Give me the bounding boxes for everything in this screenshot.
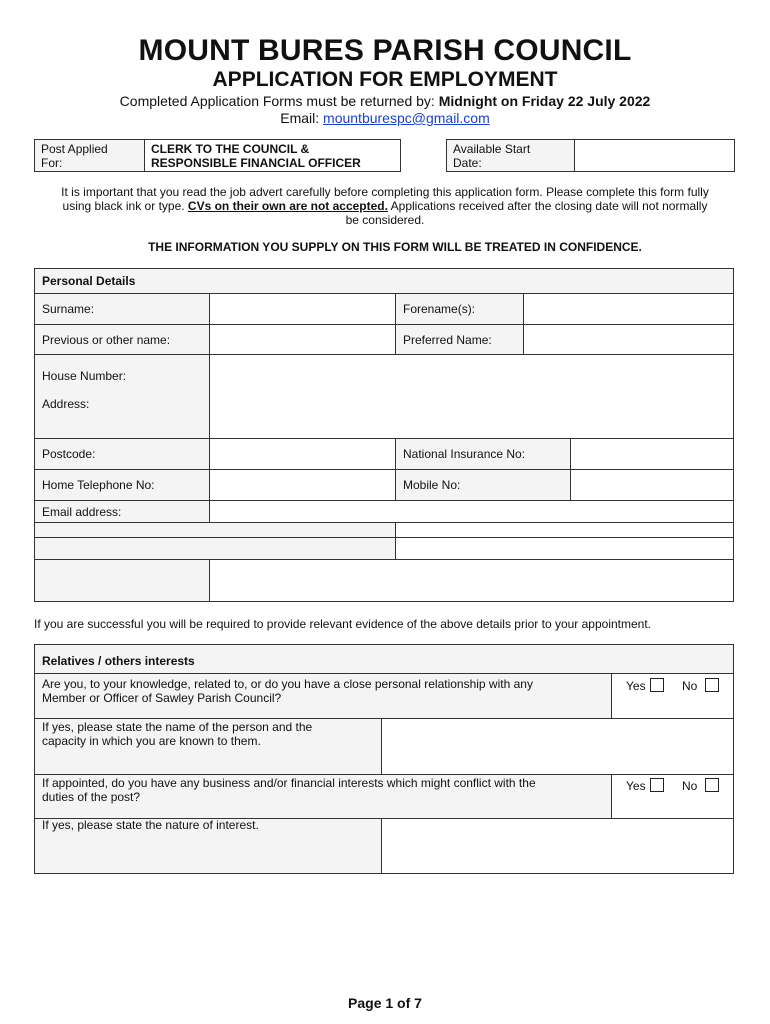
address-field[interactable] (209, 354, 734, 439)
surname-label: Surname: (42, 302, 95, 316)
page-number: Page 1 of 7 (348, 995, 422, 1011)
form-title: APPLICATION FOR EMPLOYMENT (212, 68, 558, 91)
q2-yes-checkbox[interactable] (650, 778, 664, 792)
q2-line1: If appointed, do you have any business and/or financial interests which might conflict with the (42, 776, 536, 790)
intro-line2c: Applications received after the closing date will not normally (387, 199, 708, 213)
start-date-label-cell (446, 139, 575, 172)
preferred-name-field[interactable] (523, 324, 734, 355)
q2-detail-field[interactable] (381, 818, 734, 874)
q2-no[interactable] (682, 778, 719, 793)
post-value-line1: CLERK TO THE COUNCIL & (151, 142, 310, 156)
personal-details-heading: Personal Details (42, 274, 136, 288)
council-title: MOUNT BURES PARISH COUNCIL (138, 34, 632, 67)
ni-number-field[interactable] (570, 438, 734, 470)
previous-name-field[interactable] (209, 324, 396, 355)
q1-line1: Are you, to your knowledge, related to, or do you have a close personal relationship with any (42, 677, 533, 691)
email-line (0, 110, 770, 126)
blank-field-1[interactable] (395, 522, 734, 538)
q1-no[interactable] (682, 678, 719, 693)
q1-detail-line1: If yes, please state the name of the person and the (42, 720, 313, 734)
q1-no-checkbox[interactable] (705, 678, 719, 692)
postcode-label: Postcode: (42, 447, 96, 461)
postcode-field[interactable] (209, 438, 396, 470)
address-label: Address: (42, 397, 90, 411)
home-telephone-field[interactable] (209, 469, 396, 501)
evidence-note: If you are successful you will be required to provide relevant evidence of the above details prior to your appointment. (34, 617, 652, 631)
intro-paragraph (30, 185, 740, 227)
intro-line1: It is important that you read the job advert carefully before completing this application form. Please complete this form fully (61, 185, 709, 199)
deadline-prefix: Completed Application Forms must be returned by: (119, 93, 439, 109)
cv-warning: CVs on their own are not accepted. (187, 199, 388, 213)
deadline-line (0, 93, 770, 109)
blank-field-3[interactable] (209, 559, 734, 602)
post-label-line1: Post Applied (41, 142, 108, 156)
start-label-line2: Date: (453, 156, 482, 170)
email-link[interactable]: mountburespc@gmail.com (323, 110, 490, 126)
q2-detail-label: If yes, please state the nature of interest. (42, 818, 259, 832)
mobile-label: Mobile No: (403, 478, 461, 492)
deadline-value: Midnight on Friday 22 July 2022 (438, 93, 651, 109)
post-applied-label-cell (34, 139, 145, 172)
q1-detail-line2: capacity in which you are known to them. (42, 734, 261, 748)
post-value-line2: RESPONSIBLE FINANCIAL OFFICER (151, 156, 361, 170)
q1-line2: Member or Officer of Sawley Parish Council? (42, 691, 282, 705)
intro-line2 (30, 199, 740, 213)
email-address-field[interactable] (209, 500, 734, 523)
q1-answer-cell (611, 673, 734, 719)
surname-field[interactable] (209, 293, 396, 325)
mobile-field[interactable] (570, 469, 734, 501)
q2-no-label: No (682, 779, 698, 793)
post-label-line2: For: (41, 156, 63, 170)
intro-line2a: using black ink or type. (62, 199, 188, 213)
preferred-name-label: Preferred Name: (403, 333, 492, 347)
q1-yes[interactable] (626, 678, 664, 693)
email-prefix: Email: (280, 110, 324, 126)
q2-no-checkbox[interactable] (705, 778, 719, 792)
intro-line3: be considered. (345, 213, 425, 227)
q2-yes-label: Yes (626, 779, 646, 793)
previous-name-label: Previous or other name: (42, 333, 171, 347)
q1-detail-field[interactable] (381, 718, 734, 775)
house-number-label: House Number: (42, 369, 127, 383)
email-address-label: Email address: (42, 505, 122, 519)
q1-yes-label: Yes (626, 679, 646, 693)
q1-yes-checkbox[interactable] (650, 678, 664, 692)
home-telephone-label: Home Telephone No: (42, 478, 155, 492)
q2-yes[interactable] (626, 778, 664, 793)
blank-field-2[interactable] (395, 537, 734, 560)
confidence-notice: THE INFORMATION YOU SUPPLY ON THIS FORM WILL BE TREATED IN CONFIDENCE. (148, 240, 642, 254)
q2-answer-cell (611, 774, 734, 819)
start-label-line1: Available Start (453, 142, 531, 156)
q2-line2: duties of the post? (42, 790, 141, 804)
forenames-label: Forename(s): (403, 302, 476, 316)
post-applied-value-cell (144, 139, 401, 172)
start-date-field[interactable] (574, 139, 735, 172)
q1-no-label: No (682, 679, 698, 693)
relatives-heading: Relatives / others interests (42, 654, 195, 668)
ni-number-label: National Insurance No: (403, 447, 526, 461)
forenames-field[interactable] (523, 293, 734, 325)
